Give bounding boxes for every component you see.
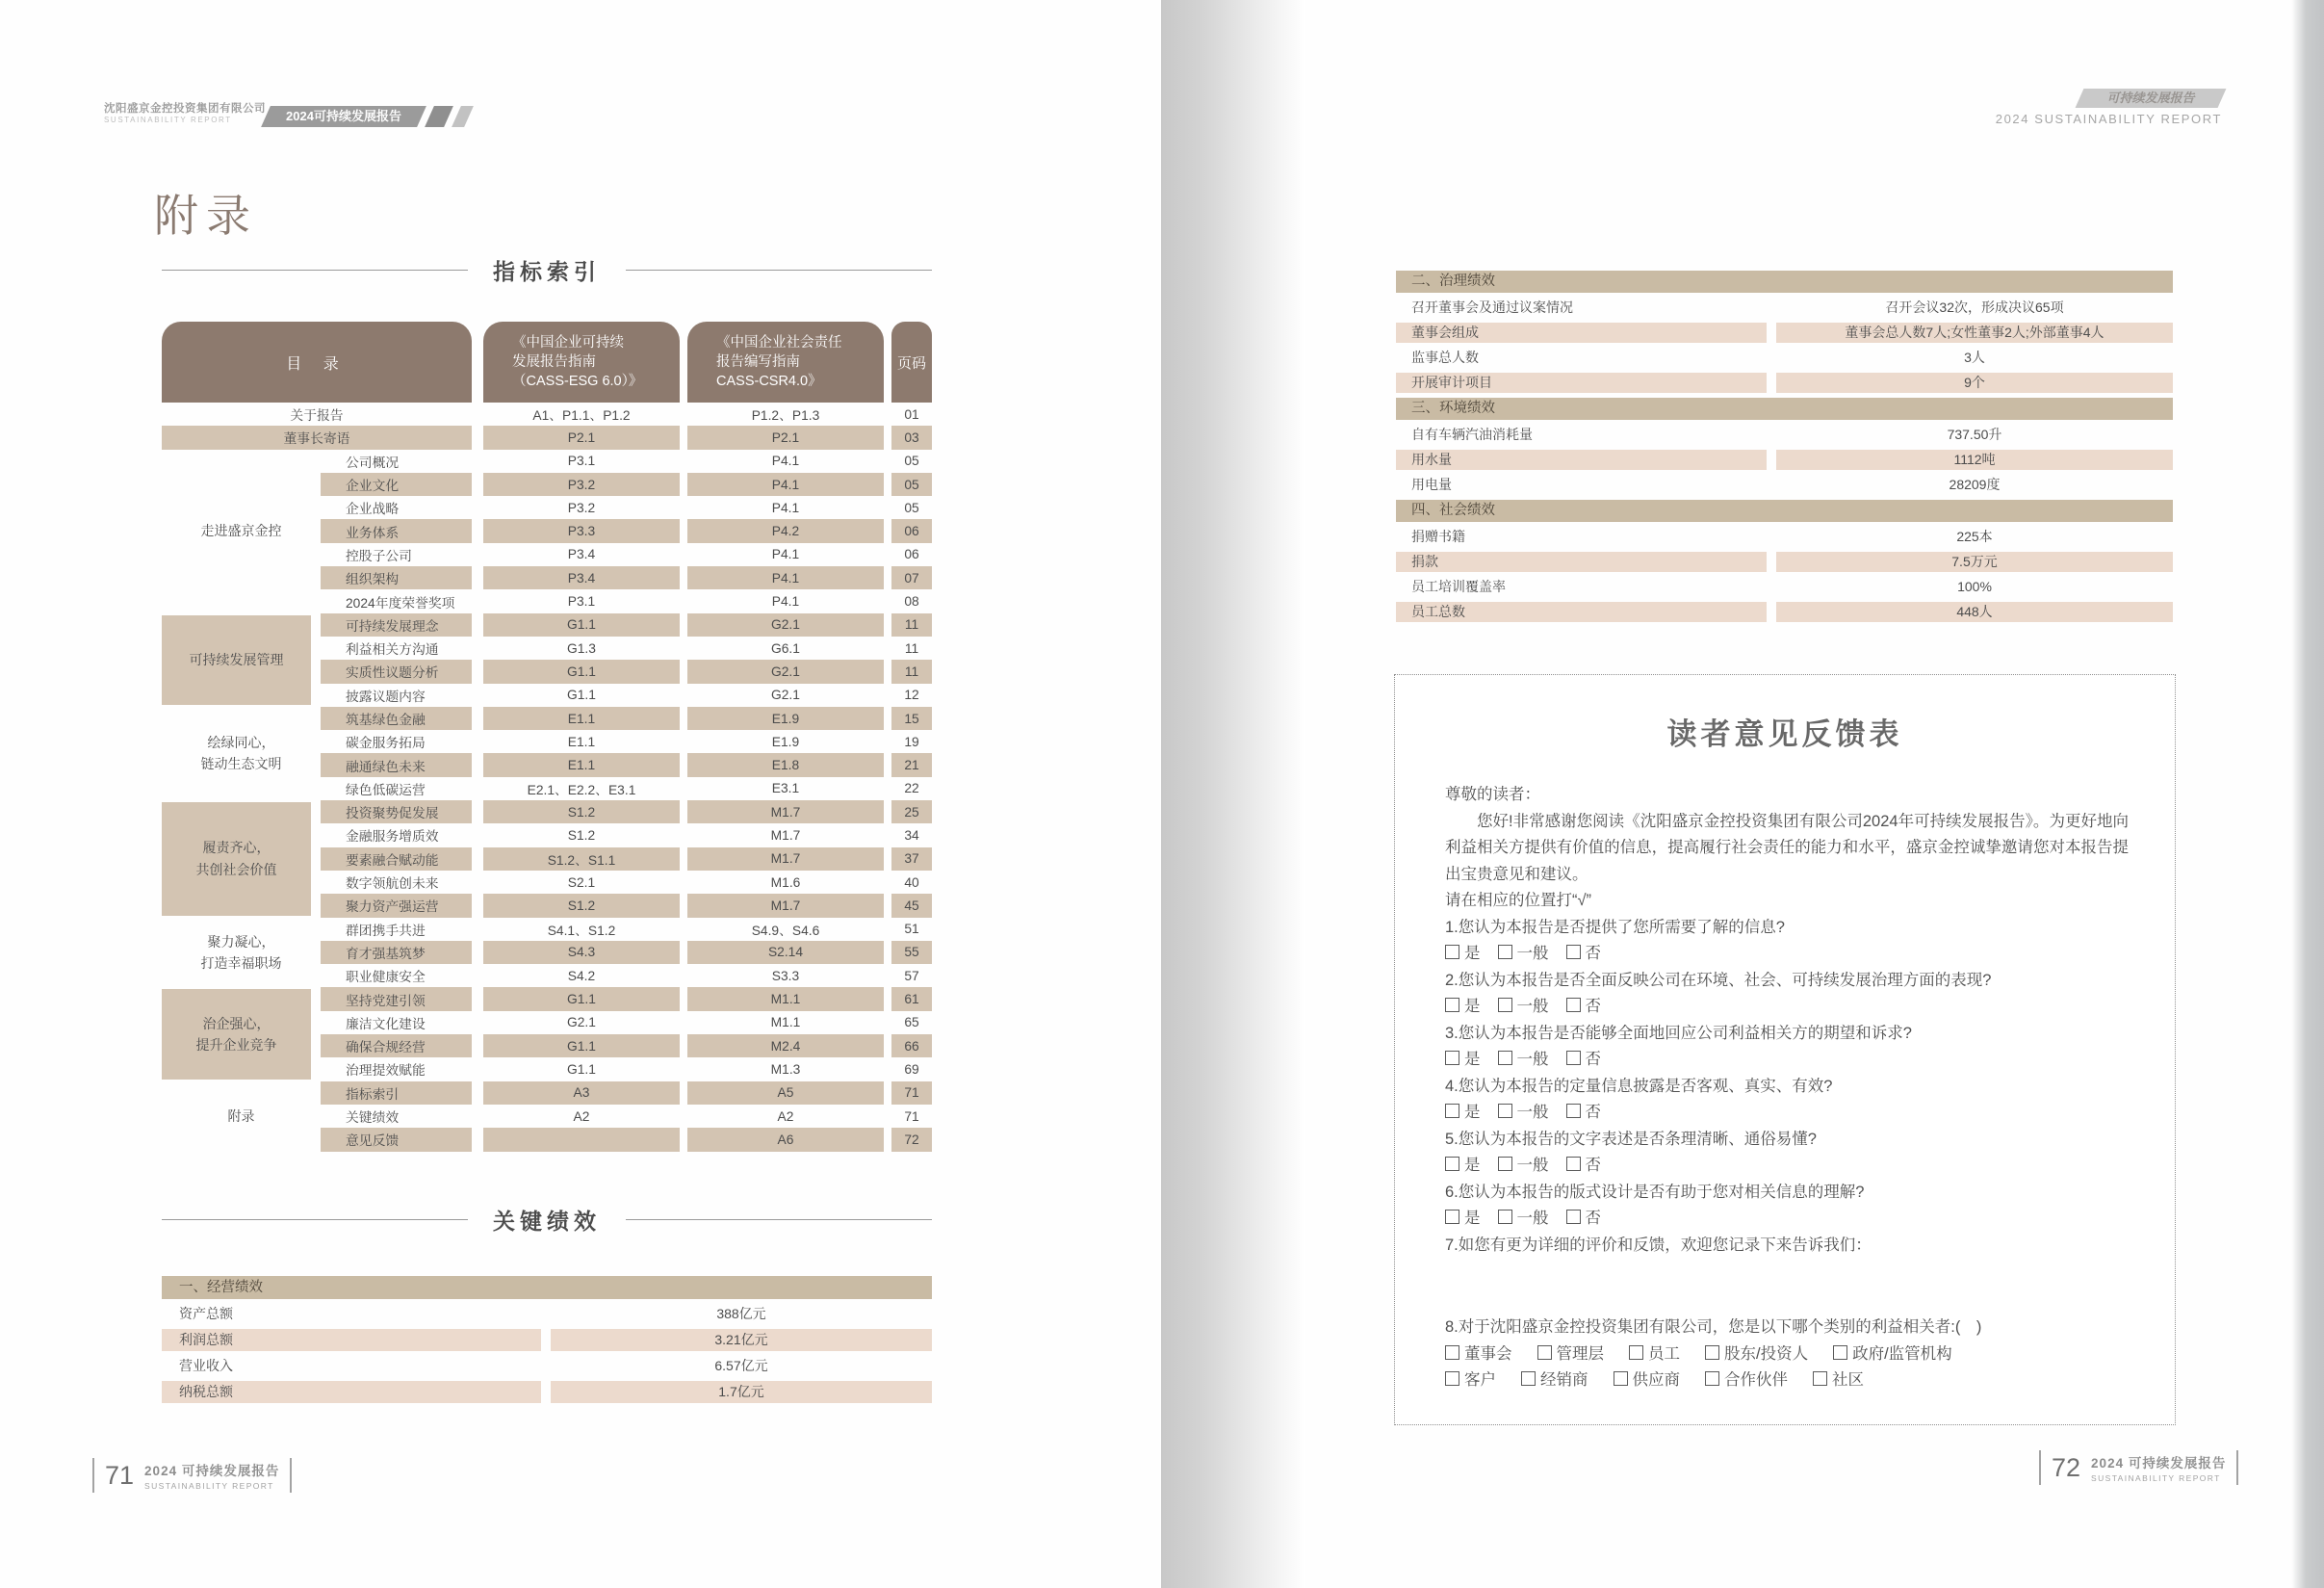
index-esg-code: G1.1 bbox=[483, 1034, 680, 1057]
company-subtitle: SUSTAINABILITY REPORT bbox=[104, 116, 232, 124]
index-esg-code: A2 bbox=[573, 1108, 590, 1124]
feedback-question-5: 5.您认为本报告的文字表述是否条理清晰、通俗易懂? bbox=[1445, 1130, 1817, 1148]
perf-section-header: 三、环境绩效 bbox=[1396, 398, 2173, 420]
feedback-question-8: 8.对于沈阳盛京金控投资集团有限公司，您是以下哪个类别的利益相关者:( ) bbox=[1445, 1318, 1982, 1336]
index-page-number: 25 bbox=[891, 800, 932, 823]
checkbox-icon bbox=[1521, 1371, 1536, 1386]
index-csr-code: S3.3 bbox=[771, 968, 800, 983]
perf-row-label: 自有车辆汽油消耗量 bbox=[1411, 427, 1533, 442]
index-group-label: 履责齐心， 共创社会价值 bbox=[162, 802, 311, 915]
feedback-question-4: 4.您认为本报告的定量信息披露是否客观、真实、有效? bbox=[1445, 1077, 1833, 1095]
index-csr-code: M1.6 bbox=[770, 874, 801, 890]
checkbox-icon bbox=[1705, 1345, 1719, 1360]
index-csr-code: P4.1 bbox=[687, 473, 884, 496]
answer-options bbox=[1445, 1100, 2129, 1127]
perf-row bbox=[1396, 450, 2173, 470]
answer-option: 是 bbox=[1445, 1051, 1481, 1068]
index-item: 育才强基筑梦 bbox=[321, 941, 472, 964]
index-page-number: 05 bbox=[904, 454, 919, 469]
index-page-number: 03 bbox=[891, 426, 932, 449]
index-esg-code: S2.1 bbox=[567, 874, 596, 890]
answer-option: 一般 bbox=[1498, 1157, 1549, 1174]
perf-row bbox=[1396, 323, 2173, 343]
index-page-number: 12 bbox=[904, 688, 919, 703]
index-page-number: 07 bbox=[891, 566, 932, 589]
index-csr-code: M1.1 bbox=[687, 987, 884, 1010]
index-item: 意见反馈 bbox=[321, 1128, 472, 1151]
index-esg-code: S4.1、S1.2 bbox=[547, 923, 616, 938]
index-csr-code: P4.1 bbox=[771, 500, 800, 515]
answer-option: 是 bbox=[1445, 998, 1481, 1015]
answer-option: 政府/监管机构 bbox=[1833, 1345, 1952, 1363]
answer-option: 客户 bbox=[1445, 1371, 1496, 1389]
perf-row-label: 开展审计项目 bbox=[1396, 373, 1767, 393]
answer-option: 一般 bbox=[1498, 1104, 1549, 1121]
index-item: 绿色低碳运营 bbox=[346, 782, 426, 797]
checkbox-icon bbox=[1498, 998, 1512, 1012]
perf-row-label: 召开董事会及通过议案情况 bbox=[1411, 299, 1573, 315]
index-csr-code: M1.7 bbox=[687, 894, 884, 917]
section-heading-kpi-label: 关键绩效 bbox=[493, 1209, 601, 1234]
index-page-number: 51 bbox=[904, 922, 919, 937]
index-csr-code: M1.7 bbox=[770, 827, 801, 843]
perf-row-label: 员工培训覆盖率 bbox=[1411, 579, 1506, 594]
index-csr-code: E3.1 bbox=[771, 781, 800, 796]
footer-right bbox=[2039, 1450, 2238, 1485]
checkbox-icon bbox=[1498, 1104, 1512, 1118]
index-csr-code: G2.1 bbox=[771, 688, 800, 703]
answer-option: 否 bbox=[1566, 945, 1602, 962]
index-csr-code: P1.2、P1.3 bbox=[751, 408, 820, 424]
perf-row-label: 捐款 bbox=[1396, 552, 1767, 572]
index-page-number: 06 bbox=[891, 519, 932, 542]
index-csr-code: A5 bbox=[687, 1081, 884, 1105]
index-esg-code: G1.1 bbox=[567, 1061, 596, 1077]
checkbox-icon bbox=[1498, 1210, 1512, 1224]
index-esg-code: S1.2 bbox=[483, 800, 680, 823]
perf-row-value: 1112吨 bbox=[1776, 450, 2173, 470]
feedback-box bbox=[1394, 674, 2176, 1425]
feedback-title: 读者意见反馈表 bbox=[1666, 717, 1903, 751]
checkbox-icon bbox=[1813, 1371, 1827, 1386]
kpi-row-label: 资产总额 bbox=[179, 1306, 233, 1321]
index-col-header-esg-line: （CASS-ESG 6.0）》 bbox=[512, 374, 643, 390]
kpi-row-value: 388亿元 bbox=[716, 1306, 766, 1321]
perf-row bbox=[1396, 298, 2173, 318]
index-item: 确保合规经营 bbox=[321, 1034, 472, 1057]
index-csr-code: P2.1 bbox=[687, 426, 884, 449]
index-page-number: 22 bbox=[904, 781, 919, 796]
index-esg-code: E1.1 bbox=[567, 734, 596, 749]
report-header-subtitle: 2024 SUSTAINABILITY REPORT bbox=[1995, 112, 2222, 126]
perf-row-value: 3人 bbox=[1964, 350, 1985, 365]
index-esg-code: P3.4 bbox=[567, 547, 596, 562]
perf-row-label: 捐赠书籍 bbox=[1411, 529, 1465, 544]
index-item: 要素融合赋动能 bbox=[321, 847, 472, 871]
answer-options bbox=[1445, 994, 2129, 1021]
index-page-number: 11 bbox=[904, 640, 919, 656]
feedback-body bbox=[1445, 782, 2129, 1394]
index-csr-code: S4.9、S4.6 bbox=[751, 923, 820, 938]
index-csr-code: P4.1 bbox=[771, 547, 800, 562]
index-item: 企业战略 bbox=[346, 502, 400, 517]
kpi-row-label: 利润总额 bbox=[162, 1329, 541, 1351]
index-item: 关于报告 bbox=[290, 408, 344, 424]
index-csr-code: P4.1 bbox=[687, 566, 884, 589]
answer-option: 是 bbox=[1445, 1157, 1481, 1174]
index-page-number: 21 bbox=[891, 753, 932, 776]
index-item: 2024年度荣誉奖项 bbox=[346, 595, 455, 611]
index-csr-code: G2.1 bbox=[687, 660, 884, 683]
index-item: 指标索引 bbox=[321, 1081, 472, 1105]
answer-option: 股东/投资人 bbox=[1705, 1345, 1808, 1363]
answer-option: 员工 bbox=[1629, 1345, 1680, 1363]
index-item: 数字领航创未来 bbox=[346, 876, 439, 892]
index-item: 廉洁文化建设 bbox=[346, 1016, 426, 1031]
kpi-row-value: 6.57亿元 bbox=[714, 1358, 768, 1373]
perf-row-label: 董事会组成 bbox=[1396, 323, 1767, 343]
checkbox-icon bbox=[1537, 1345, 1552, 1360]
footer-title-en: SUSTAINABILITY REPORT bbox=[2091, 1473, 2221, 1483]
perf-row-value: 9个 bbox=[1776, 373, 2173, 393]
index-group-label: 可持续发展管理 bbox=[162, 615, 311, 705]
index-col-header-page: 页码 bbox=[891, 322, 932, 403]
checkbox-icon bbox=[1566, 1157, 1581, 1171]
answer-options bbox=[1445, 1047, 2129, 1074]
feedback-question-3: 3.您认为本报告是否能够全面地回应公司利益相关方的期望和诉求? bbox=[1445, 1024, 1912, 1042]
index-esg-code: P2.1 bbox=[483, 426, 680, 449]
index-esg-code: S4.3 bbox=[483, 941, 680, 964]
index-csr-code: P4.1 bbox=[771, 454, 800, 469]
perf-row bbox=[1396, 577, 2173, 597]
index-item: 碳金服务拓局 bbox=[346, 736, 426, 751]
kpi-row-value: 1.7亿元 bbox=[551, 1381, 932, 1403]
perf-row bbox=[1396, 348, 2173, 368]
index-page-number: 05 bbox=[904, 500, 919, 515]
index-csr-code: M1.1 bbox=[770, 1015, 801, 1030]
index-item: 利益相关方沟通 bbox=[346, 642, 439, 658]
perf-row bbox=[1396, 527, 2173, 547]
index-page-number: 69 bbox=[904, 1061, 919, 1077]
index-csr-code: M1.7 bbox=[687, 800, 884, 823]
index-item: 职业健康安全 bbox=[346, 970, 426, 985]
index-esg-code: E1.1 bbox=[483, 753, 680, 776]
index-item: 控股子公司 bbox=[346, 548, 412, 563]
company-name: 沈阳盛京金控投资集团有限公司 bbox=[104, 103, 266, 115]
index-esg-code: G1.1 bbox=[483, 613, 680, 637]
index-esg-code: S1.2 bbox=[567, 827, 596, 843]
perf-row-value: 28209度 bbox=[1949, 477, 2001, 492]
answer-option: 董事会 bbox=[1445, 1345, 1512, 1363]
checkbox-icon bbox=[1566, 998, 1581, 1012]
perf-row-label: 用电量 bbox=[1411, 477, 1452, 492]
index-page-number: 57 bbox=[904, 968, 919, 983]
index-item: 董事长寄语 bbox=[162, 426, 472, 449]
index-col-header-csr-line: 《中国企业社会责任 bbox=[716, 334, 842, 351]
index-csr-code: G6.1 bbox=[771, 640, 800, 656]
index-page-number: 61 bbox=[891, 987, 932, 1010]
index-csr-code: E1.9 bbox=[687, 707, 884, 730]
index-csr-code: M2.4 bbox=[687, 1034, 884, 1057]
index-page-number: 06 bbox=[904, 547, 919, 562]
kpi-row-label: 营业收入 bbox=[179, 1358, 233, 1373]
answer-option: 是 bbox=[1445, 945, 1481, 962]
index-page-number: 55 bbox=[891, 941, 932, 964]
index-item: 公司概况 bbox=[346, 455, 400, 470]
index-page-number: 19 bbox=[904, 734, 919, 749]
section-heading-index-label: 指标索引 bbox=[493, 259, 601, 284]
feedback-question-1: 1.您认为本报告是否提供了您所需要了解的信息? bbox=[1445, 918, 1785, 936]
perf-row-value: 100% bbox=[1957, 579, 1992, 594]
perf-row-value: 737.50升 bbox=[1947, 427, 2002, 442]
index-item: 治理提效赋能 bbox=[346, 1063, 426, 1079]
footer-title-cn: 2024 可持续发展报告 bbox=[144, 1464, 280, 1478]
index-csr-code: M1.3 bbox=[770, 1061, 801, 1077]
index-esg-code: G2.1 bbox=[567, 1015, 596, 1030]
index-esg-code: A3 bbox=[483, 1081, 680, 1105]
index-group-label: 治企强心， 提升企业竞争 bbox=[162, 989, 311, 1079]
checkbox-icon bbox=[1614, 1371, 1628, 1386]
index-esg-code: G1.1 bbox=[483, 660, 680, 683]
checkbox-icon bbox=[1833, 1345, 1847, 1360]
kpi-row-value: 3.21亿元 bbox=[551, 1329, 932, 1351]
index-col-header-csr-line: 报告编写指南 bbox=[716, 353, 800, 370]
index-esg-code: G1.1 bbox=[567, 688, 596, 703]
index-esg-code: S1.2、S1.1 bbox=[483, 847, 680, 871]
page-number: 72 bbox=[2052, 1452, 2081, 1482]
answer-option: 合作伙伴 bbox=[1705, 1371, 1788, 1389]
index-page-number: 40 bbox=[904, 874, 919, 890]
index-csr-code: G2.1 bbox=[687, 613, 884, 637]
index-item: 可持续发展理念 bbox=[321, 613, 472, 637]
checkbox-icon bbox=[1445, 998, 1459, 1012]
index-page-number: 66 bbox=[891, 1034, 932, 1057]
checkbox-icon bbox=[1498, 945, 1512, 959]
checkbox-icon bbox=[1445, 1157, 1459, 1171]
answer-option: 一般 bbox=[1498, 998, 1549, 1015]
answer-option: 管理层 bbox=[1537, 1345, 1605, 1363]
perf-row-value: 召开会议32次，形成决议65项 bbox=[1885, 299, 2064, 315]
page-edge-shadow bbox=[2291, 0, 2324, 1588]
index-esg-code: S4.2 bbox=[567, 968, 596, 983]
index-item: 关键绩效 bbox=[346, 1110, 400, 1126]
index-col-header-csr-line: CASS-CSR4.0》 bbox=[716, 374, 822, 390]
answer-option: 一般 bbox=[1498, 1051, 1549, 1068]
index-page-number: 45 bbox=[891, 894, 932, 917]
index-esg-code: P3.2 bbox=[483, 473, 680, 496]
index-group-label: 走进盛京金控 bbox=[200, 523, 282, 539]
checkbox-icon bbox=[1445, 1104, 1459, 1118]
answer-option: 一般 bbox=[1498, 945, 1549, 962]
feedback-salutation: 尊敬的读者： bbox=[1445, 786, 1540, 803]
index-csr-code: A6 bbox=[687, 1128, 884, 1151]
index-item: 坚持党建引领 bbox=[321, 987, 472, 1010]
index-csr-code: P4.1 bbox=[771, 594, 800, 610]
answer-option: 是 bbox=[1445, 1210, 1481, 1227]
checkbox-icon bbox=[1498, 1051, 1512, 1065]
index-page-number: 11 bbox=[891, 613, 932, 637]
kpi-section-header: 一、经营绩效 bbox=[162, 1276, 932, 1299]
answer-option: 否 bbox=[1566, 1051, 1602, 1068]
checkbox-icon bbox=[1629, 1345, 1643, 1360]
index-page-number: 71 bbox=[904, 1108, 919, 1124]
feedback-intro: 您好!非常感谢您阅读《沈阳盛京金控投资集团有限公司2024年可持续发展报告》。为更好地向利益相关方提供有价值的信息，提高履行社会责任的能力和水平，盛京金控诚挚邀请您对本报告提出宝贵意见和建议。 bbox=[1445, 812, 2129, 883]
footer-title-cn: 2024 可持续发展报告 bbox=[2091, 1456, 2227, 1471]
index-col-header-esg-line: 《中国企业可持续 bbox=[512, 334, 624, 351]
perf-row-label: 用水量 bbox=[1396, 450, 1767, 470]
index-item: 企业文化 bbox=[321, 473, 472, 496]
perf-row bbox=[1396, 602, 2173, 622]
index-esg-code: E2.1、E2.2、E3.1 bbox=[527, 782, 636, 797]
perf-row-label: 监事总人数 bbox=[1411, 350, 1479, 365]
index-page-number: 11 bbox=[891, 660, 932, 683]
perf-section-header: 四、社会绩效 bbox=[1396, 500, 2173, 522]
index-page-number: 01 bbox=[904, 406, 919, 422]
index-page-number: 71 bbox=[891, 1081, 932, 1105]
checkbox-icon bbox=[1445, 1210, 1459, 1224]
answer-option: 社区 bbox=[1813, 1371, 1864, 1389]
footer-bar bbox=[2039, 1450, 2041, 1485]
index-page-number: 15 bbox=[891, 707, 932, 730]
index-csr-code: E1.8 bbox=[687, 753, 884, 776]
checkbox-icon bbox=[1445, 1371, 1459, 1386]
answer-option: 否 bbox=[1566, 1157, 1602, 1174]
checkbox-icon bbox=[1566, 1104, 1581, 1118]
index-item: 投资聚势促发展 bbox=[321, 800, 472, 823]
kpi-row-label: 纳税总额 bbox=[162, 1381, 541, 1403]
footer-title-en: SUSTAINABILITY REPORT bbox=[144, 1481, 274, 1491]
index-esg-code: P3.2 bbox=[567, 500, 596, 515]
footer-bar bbox=[2236, 1450, 2238, 1485]
perf-section-header: 二、治理绩效 bbox=[1396, 271, 2173, 293]
index-esg-code: A1、P1.1、P1.2 bbox=[532, 408, 631, 424]
index-csr-code: E1.9 bbox=[771, 734, 800, 749]
index-item: 聚力资产强运营 bbox=[321, 894, 472, 917]
index-page-number: 37 bbox=[891, 847, 932, 871]
perf-row bbox=[1396, 425, 2173, 445]
index-page-number: 34 bbox=[904, 827, 919, 843]
answer-option: 供应商 bbox=[1614, 1371, 1681, 1389]
performance-table bbox=[1396, 271, 2173, 622]
checkbox-icon bbox=[1566, 945, 1581, 959]
index-item: 金融服务增质效 bbox=[346, 829, 439, 845]
perf-row bbox=[1396, 475, 2173, 495]
answer-options bbox=[1445, 1367, 2129, 1394]
index-group-label: 绘绿同心， 链动生态文明 bbox=[200, 735, 282, 772]
checkbox-icon bbox=[1445, 1051, 1459, 1065]
feedback-question-2: 2.您认为本报告是否全面反映公司在环境、社会、可持续发展治理方面的表现? bbox=[1445, 971, 1992, 989]
answer-option: 经销商 bbox=[1521, 1371, 1588, 1389]
answer-options bbox=[1445, 1341, 2129, 1368]
perf-row-label: 员工总数 bbox=[1396, 602, 1767, 622]
feedback-instruction: 请在相应的位置打“√” bbox=[1445, 892, 1592, 909]
answer-options bbox=[1445, 1206, 2129, 1233]
index-group-label: 聚力凝心， 打造幸福职场 bbox=[200, 933, 282, 971]
checkbox-icon bbox=[1705, 1371, 1719, 1386]
perf-row bbox=[1396, 552, 2173, 572]
answer-option: 否 bbox=[1566, 1210, 1602, 1227]
feedback-question-6: 6.您认为本报告的版式设计是否有助于您对相关信息的理解? bbox=[1445, 1183, 1865, 1201]
index-esg-code: P3.3 bbox=[483, 519, 680, 542]
feedback-question-7: 7.如您有更为详细的评价和反馈，欢迎您记录下来告诉我们： bbox=[1445, 1236, 1872, 1254]
index-item: 组织架构 bbox=[321, 566, 472, 589]
perf-row-value: 225本 bbox=[1956, 529, 1993, 544]
report-banner-title: 2024可持续发展报告 bbox=[286, 109, 401, 123]
answer-options bbox=[1445, 941, 2129, 968]
checkbox-icon bbox=[1498, 1157, 1512, 1171]
page-number: 71 bbox=[105, 1460, 135, 1490]
answer-options bbox=[1445, 1153, 2129, 1180]
index-group-label: 附录 bbox=[227, 1107, 255, 1124]
index-item: 披露议题内容 bbox=[346, 689, 426, 704]
index-csr-code: S2.14 bbox=[687, 941, 884, 964]
perf-row-value: 7.5万元 bbox=[1776, 552, 2173, 572]
page-title: 附录 bbox=[154, 191, 258, 241]
index-item: 实质性议题分析 bbox=[321, 660, 472, 683]
index-csr-code: A2 bbox=[777, 1108, 794, 1124]
answer-option: 一般 bbox=[1498, 1210, 1549, 1227]
index-esg-code: G1.3 bbox=[567, 640, 596, 656]
feedback-answer-space bbox=[1445, 1259, 2129, 1315]
index-esg-code: P3.1 bbox=[567, 594, 596, 610]
answer-option: 否 bbox=[1566, 1104, 1602, 1121]
index-col-header-esg-line: 发展报告指南 bbox=[512, 353, 596, 370]
index-esg-code: P3.4 bbox=[483, 566, 680, 589]
perf-row-value: 董事会总人数7人;女性董事2人;外部董事4人 bbox=[1776, 323, 2173, 343]
index-page-number: 72 bbox=[891, 1128, 932, 1151]
index-page-number: 65 bbox=[904, 1015, 919, 1030]
index-esg-code: S1.2 bbox=[483, 894, 680, 917]
index-page-number: 08 bbox=[904, 594, 919, 610]
index-csr-code: P4.2 bbox=[687, 519, 884, 542]
perf-row bbox=[1396, 373, 2173, 393]
index-esg-code: P3.1 bbox=[567, 454, 596, 469]
index-esg-code: E1.1 bbox=[483, 707, 680, 730]
answer-option: 是 bbox=[1445, 1104, 1481, 1121]
answer-option: 否 bbox=[1566, 998, 1602, 1015]
checkbox-icon bbox=[1566, 1210, 1581, 1224]
index-item: 筑基绿色金融 bbox=[321, 707, 472, 730]
checkbox-icon bbox=[1445, 945, 1459, 959]
perf-row-value: 448人 bbox=[1776, 602, 2173, 622]
index-item: 融通绿色未来 bbox=[321, 753, 472, 776]
index-page-number: 05 bbox=[891, 473, 932, 496]
checkbox-icon bbox=[1566, 1051, 1581, 1065]
index-item: 群团携手共进 bbox=[346, 923, 426, 938]
index-csr-code: M1.7 bbox=[687, 847, 884, 871]
checkbox-icon bbox=[1445, 1345, 1459, 1360]
index-esg-code: G1.1 bbox=[483, 987, 680, 1010]
report-banner-title: 可持续发展报告 bbox=[2106, 91, 2195, 105]
index-item: 业务体系 bbox=[321, 519, 472, 542]
index-col-header-contents: 目 录 bbox=[162, 322, 472, 403]
